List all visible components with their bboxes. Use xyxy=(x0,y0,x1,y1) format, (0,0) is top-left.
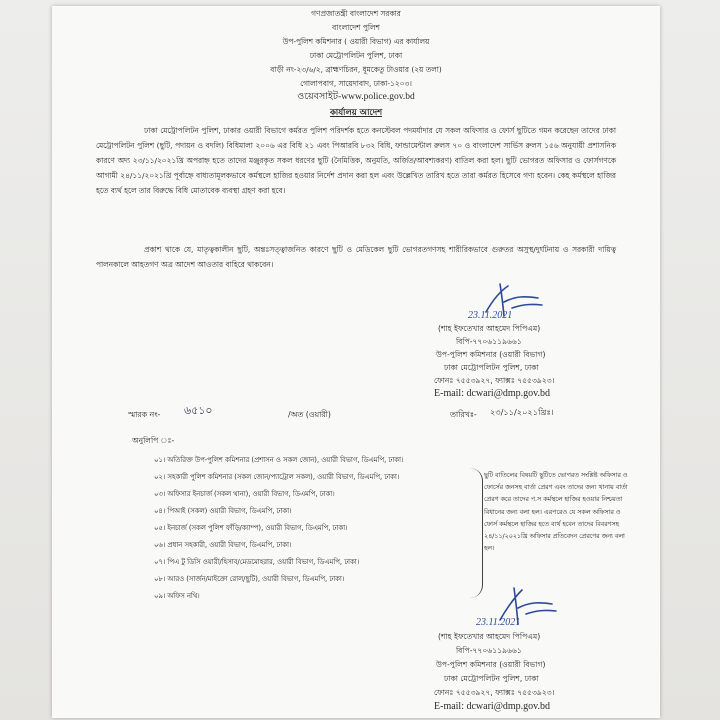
copies-title: অনুলিপি ঃ- xyxy=(132,436,175,445)
copies-side-note: ছুটি বাতিলের বিষয়টি ছুটিতে ভোগরত সংশ্লিষ্ট অফিসার ও ফোর্সের জনসহ বার্তা প্রেরণ এবং তাদের জন্য থানায় বার্তা প্রেরণ করে তাদের প.স কর্মস্থলে হাজির হওয়ার নিশ্চয়তা বিধানের জন্য বলা হল। এরপরেও যে সকল অফিসার ও ফোর্স কর্মস্থলে হাজির হতে ব্যর্থ হবেন তাদের বিবরণসহ ২৪/১১/২০২১খ্রি অফিসার প্রতিবেদন প্রেরণের জন্য বলা হল। xyxy=(484,472,628,553)
header-dmp: ঢাকা মেট্রোপলিটন পুলিশ, ঢাকা xyxy=(309,51,403,60)
copy-item: ০৯। অফিস নথি। xyxy=(154,592,200,600)
header-area: গোলাপবাগ, সায়েদাবাদ, ঢাকা-১২০৩। xyxy=(300,79,412,88)
signatory-name-1: (শাহ ইফতেখার আহমেদ পিপিএম) xyxy=(438,324,541,333)
copy-item: ০৮। আরও (সার্জন/মাইক্রো রোল/ছুটি), ওয়ারী বিভাগ, ডিএমপি, ঢাকা। xyxy=(154,575,345,583)
order-paragraph-1: ঢাকা মেট্রোপলিটন পুলিশ, ঢাকার ওয়ারী বিভাগে কর্মরত পুলিশ পরিদর্শক হতে কনস্টেবল পদমর্যাদার যে সকল অফিসার ও ফোর্স ছুটিতে গমন করেছেন তাদের ঢাকা মেট্রোপলিটন পুলিশ (ছুটি, পদায়ন ও বদলি) বিধিমালা ২০০৬ এর বিধি ২১ এবং পিআরবি ৮৩২ বিধি, ফান্ডামেন্টাল রুলস ৭০ ও বাংলাদেশ সার্ভিস রুলস ১৫৬ অনুযায়ী প্রশাসনিক কারণে অদ্য ২৩/১১/২০২১খ্রি অপরাহ্ন হতে তাদের মঞ্জুরকৃত সকল ধরণের ছুটি (নৈমিত্তিক, অনুমতি, অর্জিত/আবশ্যকরণ) বাতিল করা হল। ছুটি ভোগরত অফিসার ও ফোর্সগণকে আগামী ২৪/১১/২০২১খ্রি পূর্বাহ্নে বাধ্যতামূলকভাবে কর্মস্থলে হাজির হওয়ার নির্দেশ প্রদান করা হল এবং উল্লেখিত তারিখ হতে তারা কর্মরত হিসেবে গণ্য হবেন। কেহ কর্মস্থলে হাজির হতে ব্যর্থ হলে তার বিরুদ্ধে বিধি মোতাবেক ব্যবস্থা গ্রহণ করা হবে। xyxy=(96,126,616,195)
copies-bracket xyxy=(470,468,483,598)
signatory-org-1: ঢাকা মেট্রোপলিটন পুলিশ, ঢাকা xyxy=(444,363,539,372)
signatory-designation-1: উপ-পুলিশ কমিশনার (ওয়ারী বিভাগ) xyxy=(436,350,546,359)
memo-label: স্মারক নং- xyxy=(128,410,161,419)
copy-item: ০৫। ইনচার্জ (সকল পুলিশ ফাঁড়ি/ক্যাম্প), ওয়ারী বিভাগ, ডিএমপি, ঢাকা। xyxy=(154,524,348,532)
signature-date-2: 23.11.2021 xyxy=(476,617,521,628)
copy-item: ০৭। পিএ টু ডিসি ওয়ারী/হিসাব/মেডমোহরার, ওয়ারী বিভাগ, ডিএমপি, ঢাকা। xyxy=(154,558,360,566)
signatory-bp-2: বিপি-৭৭০৬১১৯৬৬১ xyxy=(456,646,522,655)
copy-item: ০১। অতিরিক্ত উপ-পুলিশ কমিশনার (প্রশাসন ও সকল জোন), ওয়ারী বিভাগ, ডিএমপি, ঢাকা। xyxy=(154,456,404,464)
order-paragraph-2: প্রকাশ থাকে যে, মাতৃত্বকালীন ছুটি, অন্তঃসত্ত্বাজনিত কারণে ছুটি ও মেডিকেল ছুটি ভোগরতগণসহ শারীরিকভাবে গুরুতর অসুস্থ/দুর্ঘটনায় ও সরকারী দায়িত্ব পালনকালে আহতগণ অত্র আদেশ আওতার বাহিরে থাকবেন। xyxy=(96,245,616,269)
signatory-email-1: E-mail: dcwari@dmp.gov.bd xyxy=(434,388,551,399)
copy-item: ০৬। প্রধান সহকারী, ওয়ারী বিভাগ, ডিএমপি, ঢাকা। xyxy=(154,541,292,549)
copy-item: ০৪। পিআই (সকল) ওয়ারী বিভাগ, ডিএমপি, ঢাকা। xyxy=(154,507,292,515)
memo-number: ৬৫১০ xyxy=(184,404,213,417)
copy-item: ০৩। অফিসার ইনচার্জ (সকল থানা), ওয়ারী বিভাগ, ডিএমপি, ঢাকা। xyxy=(154,490,335,498)
memo-date-value: ২৩/১১/২০২১খ্রিঃ। xyxy=(490,407,554,417)
header-govt: গণপ্রজাতন্ত্রী বাংলাদেশ সরকার xyxy=(311,9,401,18)
copy-item: ০২। সহকারী পুলিশ কমিশনার (সকল জোন/প্যাট্রোল সকল), ওয়ারী বিভাগ, ডিএমপি, ঢাকা। xyxy=(154,473,400,481)
signatory-phone-1: ফোনঃ ৭৫৫৩৯২৭, ফ্যাক্সঃ ৭৫৫৩৯২৩। xyxy=(434,376,555,385)
signatory-org-2: ঢাকা মেট্রোপলিটন পুলিশ, ঢাকা xyxy=(444,674,539,683)
signatory-email-2: E-mail: dcwari@dmp.gov.bd xyxy=(434,701,551,712)
header-office: উপ-পুলিশ কমিশনার ( ওয়ারী বিভাগ) এর কার্যালয় xyxy=(282,37,430,46)
signature-date-1: 23.11.2021 xyxy=(468,310,513,321)
signatory-name-2: (শাহ ইফতেখার আহমেদ পিপিএম) xyxy=(438,632,541,641)
signatory-bp-1: বিপি-৭৭০৬১১৯৬৬১ xyxy=(456,337,522,346)
memo-date-label: তারিখঃ- xyxy=(450,410,477,419)
header-police: বাংলাদেশ পুলিশ xyxy=(332,23,380,32)
order-title: কার্যালয় আদেশ xyxy=(329,107,383,117)
signatory-designation-2: উপ-পুলিশ কমিশনার (ওয়ারী বিভাগ) xyxy=(436,660,546,669)
document-page xyxy=(52,6,660,718)
header-address: বাড়ী নং-২৩/৬/২, ব্রাহ্মণচিরন, ধূমকেতু টাওয়ার (২য় তলা) xyxy=(270,65,442,74)
memo-office: /অত (ওয়ারী) xyxy=(288,410,331,419)
signatory-phone-2: ফোনঃ ৭৫৫৩৯২৭, ফ্যাক্সঃ ৭৫৫৩৯২৩। xyxy=(434,688,555,697)
header-website: ওয়েবসাইট-www.police.gov.bd xyxy=(297,92,415,102)
